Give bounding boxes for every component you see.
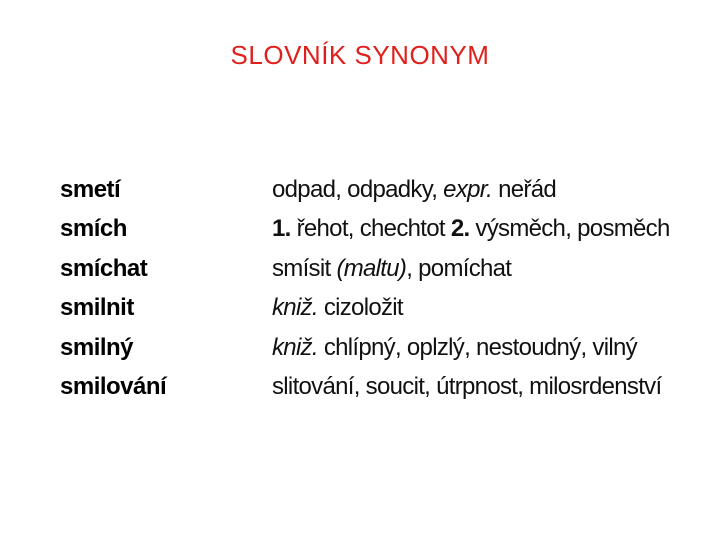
entry-smilny (60, 328, 700, 368)
synonyms-text: , pomíchat (406, 254, 512, 282)
sense-number: 1. (272, 215, 291, 243)
synonyms (272, 176, 556, 204)
synonyms (272, 215, 670, 243)
synonyms-text: výsměch, posměch (469, 215, 670, 243)
entry-smichat (60, 249, 700, 289)
usage-label: kniž. (272, 333, 318, 361)
headword: smetí (60, 175, 121, 203)
synonyms-text: smísit (272, 254, 337, 282)
synonyms (272, 373, 661, 401)
headword: smích (60, 215, 127, 243)
synonym-list (60, 170, 700, 407)
synonyms-text: řehot, chechtot (290, 215, 451, 243)
entry-smeti (60, 170, 700, 210)
synonyms-text: cizoložit (317, 294, 403, 322)
synonyms-text: slitování, soucit, útrpnost, milosrdenství (272, 373, 662, 401)
usage-label: expr. (443, 175, 493, 203)
headword: smíchat (60, 254, 148, 282)
entry-smilovani (60, 368, 700, 408)
slide-title: SLOVNÍK SYNONYM (230, 40, 490, 70)
entry-smich (60, 210, 700, 250)
synonyms (272, 294, 403, 322)
headword: smilnit (60, 294, 134, 322)
entry-smilnit (60, 289, 700, 329)
synonyms (272, 255, 511, 283)
synonyms-text: neřád (492, 175, 556, 203)
synonyms-text: chlípný, oplzlý, nestoudný, vilný (317, 333, 637, 361)
usage-note: (maltu) (336, 254, 407, 282)
sense-number: 2. (450, 215, 470, 243)
headword: smilný (60, 333, 134, 361)
headword: smilování (60, 373, 167, 401)
usage-label: kniž. (272, 294, 318, 322)
synonyms-text: odpad, odpadky, (272, 175, 444, 203)
synonyms (272, 334, 637, 362)
